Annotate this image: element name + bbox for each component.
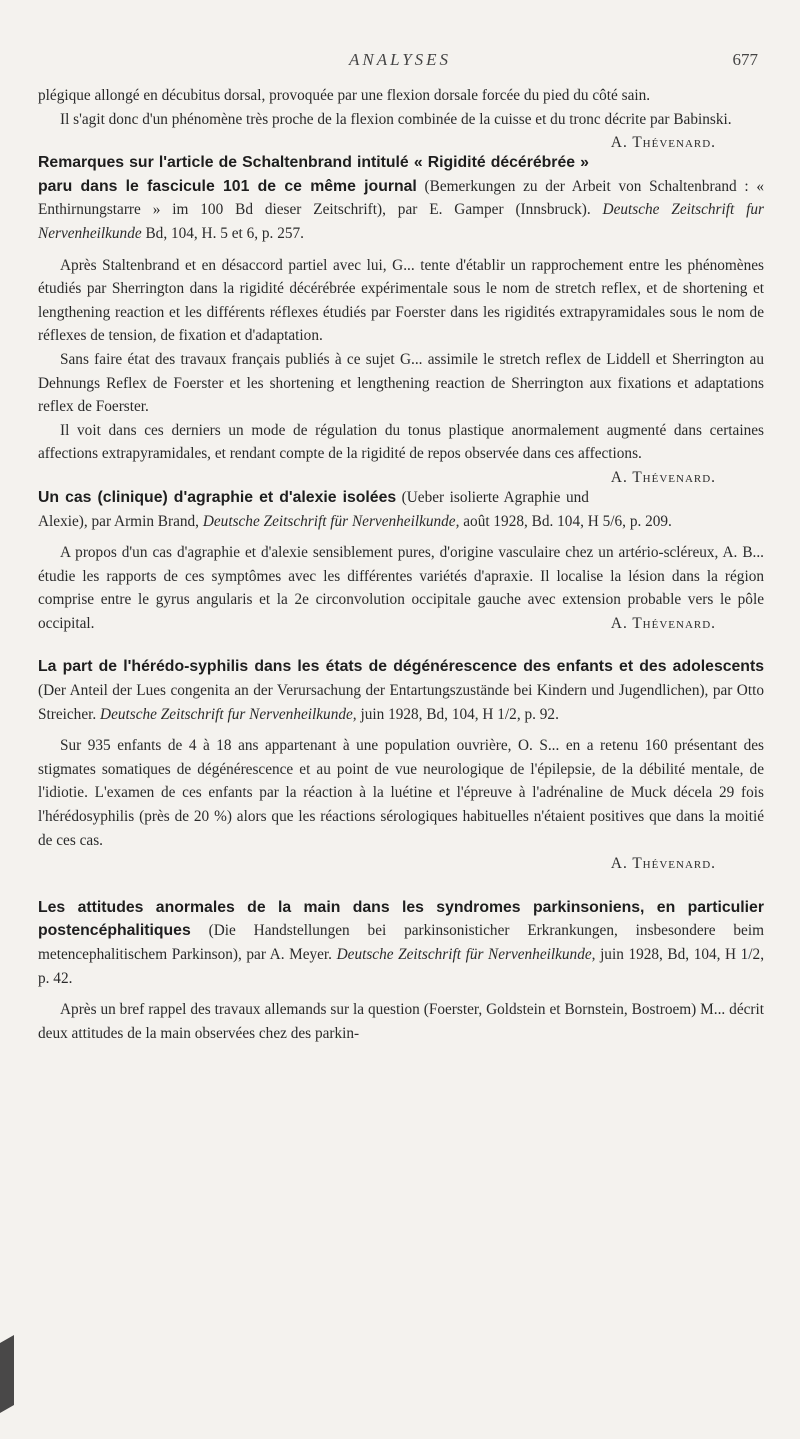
journal-name: Deutsche Zeitschrift für Nervenheilkunde, [202, 512, 460, 530]
journal-name: Deutsche Zeitschrift fur Nervenheilkunde, [100, 705, 357, 723]
scan-edge-shadow [0, 1335, 14, 1413]
review-reference: (Die Handstellungen bei parkinsonisticher Erkrankungen, insbesondere beim metencephalitischem Parkinson), par A. Meyer. [38, 922, 764, 963]
review-4-paragraph-1: Après un bref rappel des travaux allemands sur la question (Foerster, Goldstein et Bornstein, Bostroem) M... décrit deux attitudes de la main observées chez des parkin- [38, 1001, 764, 1042]
review-title: Remarques sur l'article de Schaltenbrand intitulé « Rigidité décérébrée » paru dans le fascicule 101 de ce même journal [38, 154, 589, 195]
reference-details: juin 1928, Bd, 104, H 1/2, p. 92. [360, 705, 559, 723]
running-head [0, 50, 800, 74]
journal-name: Deutsche Zeitschrift fur Nervenheilkunde [38, 201, 764, 242]
review-reference: (Bemerkungen zu der Arbeit von Schaltenbrand : « Enthirnungstarre » im 100 Bd dieser Zeitschrift), par E. Gamper (Innsbruck). [38, 177, 764, 219]
review-heading-1 [38, 151, 764, 245]
reference-details: Bd, 104, H. 5 et 6, p. 257. [145, 224, 304, 242]
review-title: Les attitudes anormales de la main dans les syndromes parkinsoniens, en particulier postencéphalitiques [38, 898, 764, 940]
intro-paragraph-1: plégique allongé en décubitus dorsal, provoquée par une flexion dorsale forcée du pied du côté sain. [38, 87, 651, 104]
signature: A. Thévenard. [610, 855, 716, 873]
section-title: ANALYSES [348, 50, 452, 69]
signature: A. Thévenard. [610, 134, 716, 152]
review-heading-2 [38, 486, 764, 533]
review-3-paragraph-1: Sur 935 enfants de 4 à 18 ans appartenant à une population ouvrière, O. S... en a retenu 160 présentant des stigmates somatiques de dégénérescence et au point de vue neurologique de l'épilepsie, de la débilité mentale, de l'idiotie. L'examen de ces enfants par la réaction à la luétine et l'épreuve à l'adrénaline de Muck décela 29 fois l'hérédosyphilis (près de 20 %) alors que les réactions sérologiques habituelles n'étaient positives que dans la moitié de ces cas. [38, 737, 764, 849]
reference-details: août 1928, Bd. 104, H 5/6, p. 209. [463, 512, 672, 530]
review-heading-4 [38, 896, 764, 990]
intro-paragraph-2: Il s'agit donc d'un phénomène très proche de la flexion combinée de la cuisse et du tronc décrite par Babinski. A. Thévenard. [38, 108, 764, 132]
reference-details: juin 1928, Bd, 104, H 1/2, p. 42. [38, 946, 765, 987]
review-1-paragraph-1: Après Staltenbrand et en désaccord partiel avec lui, G... tente d'établir un rapprochement entre les phénomènes étudiés par Sherrington dans la rigidité décérébrée expérimentale sous le nom de stretch reflex, et de shortening et lengthening reaction et les différents réflexes étudiés par Foerster dans les rigidités extrapyramidales sous le nom de réflexes de tension, de fixation et d'adaptation. [38, 256, 764, 345]
page-content [38, 84, 764, 1045]
review-2-paragraph-1: A propos d'un cas d'agraphie et d'alexie sensiblement pures, d'origine vasculaire chez un artério-scléreux, A. B... étudie les rapports de ces symptômes avec les différentes variétés d'apraxie. Il localise la lésion dans la région comprise entre le gyrus angularis et la 2e circonvolution occipitale gauche avec extension probable vers le pôle occipital. A. Thévenard. [38, 541, 764, 635]
journal-name: Deutsche Zeitschrift für Nervenheilkunde, [336, 946, 596, 963]
signature: A. Thévenard. [610, 468, 716, 486]
signature: A. Thévenard. [610, 614, 716, 632]
review-1-paragraph-2: Sans faire état des travaux français publiés à ce sujet G... assimile le stretch reflex de Liddell et Sherrington au Dehnungs Reflex de Foerster et les shortening et lengthening reaction de Sherrington aux fixations et adaptations reflex de Foerster. [38, 350, 764, 416]
review-reference: (Ueber isolierte Agraphie und Alexie), par Armin Brand, [38, 488, 589, 530]
page-number: 677 [732, 50, 758, 69]
review-1-paragraph-3: Il voit dans ces derniers un mode de régulation du tonus plastique anormalement augmenté dans certaines affections extrapyramidales, et rendant compte de la rigidité de repos observée dans ces affections. A. Thévenard. [38, 419, 764, 466]
review-title: La part de l'hérédo-syphilis dans les états de dégénérescence des enfants et des adolescents [38, 658, 764, 676]
review-reference: (Der Anteil der Lues congenita an der Verursachung der Entartungszustände bei Kindern und Jugendlichen), par Otto Streicher. [38, 682, 764, 723]
review-title: Un cas (clinique) d'agraphie et d'alexie isolées [38, 488, 397, 506]
review-heading-3 [38, 655, 764, 726]
